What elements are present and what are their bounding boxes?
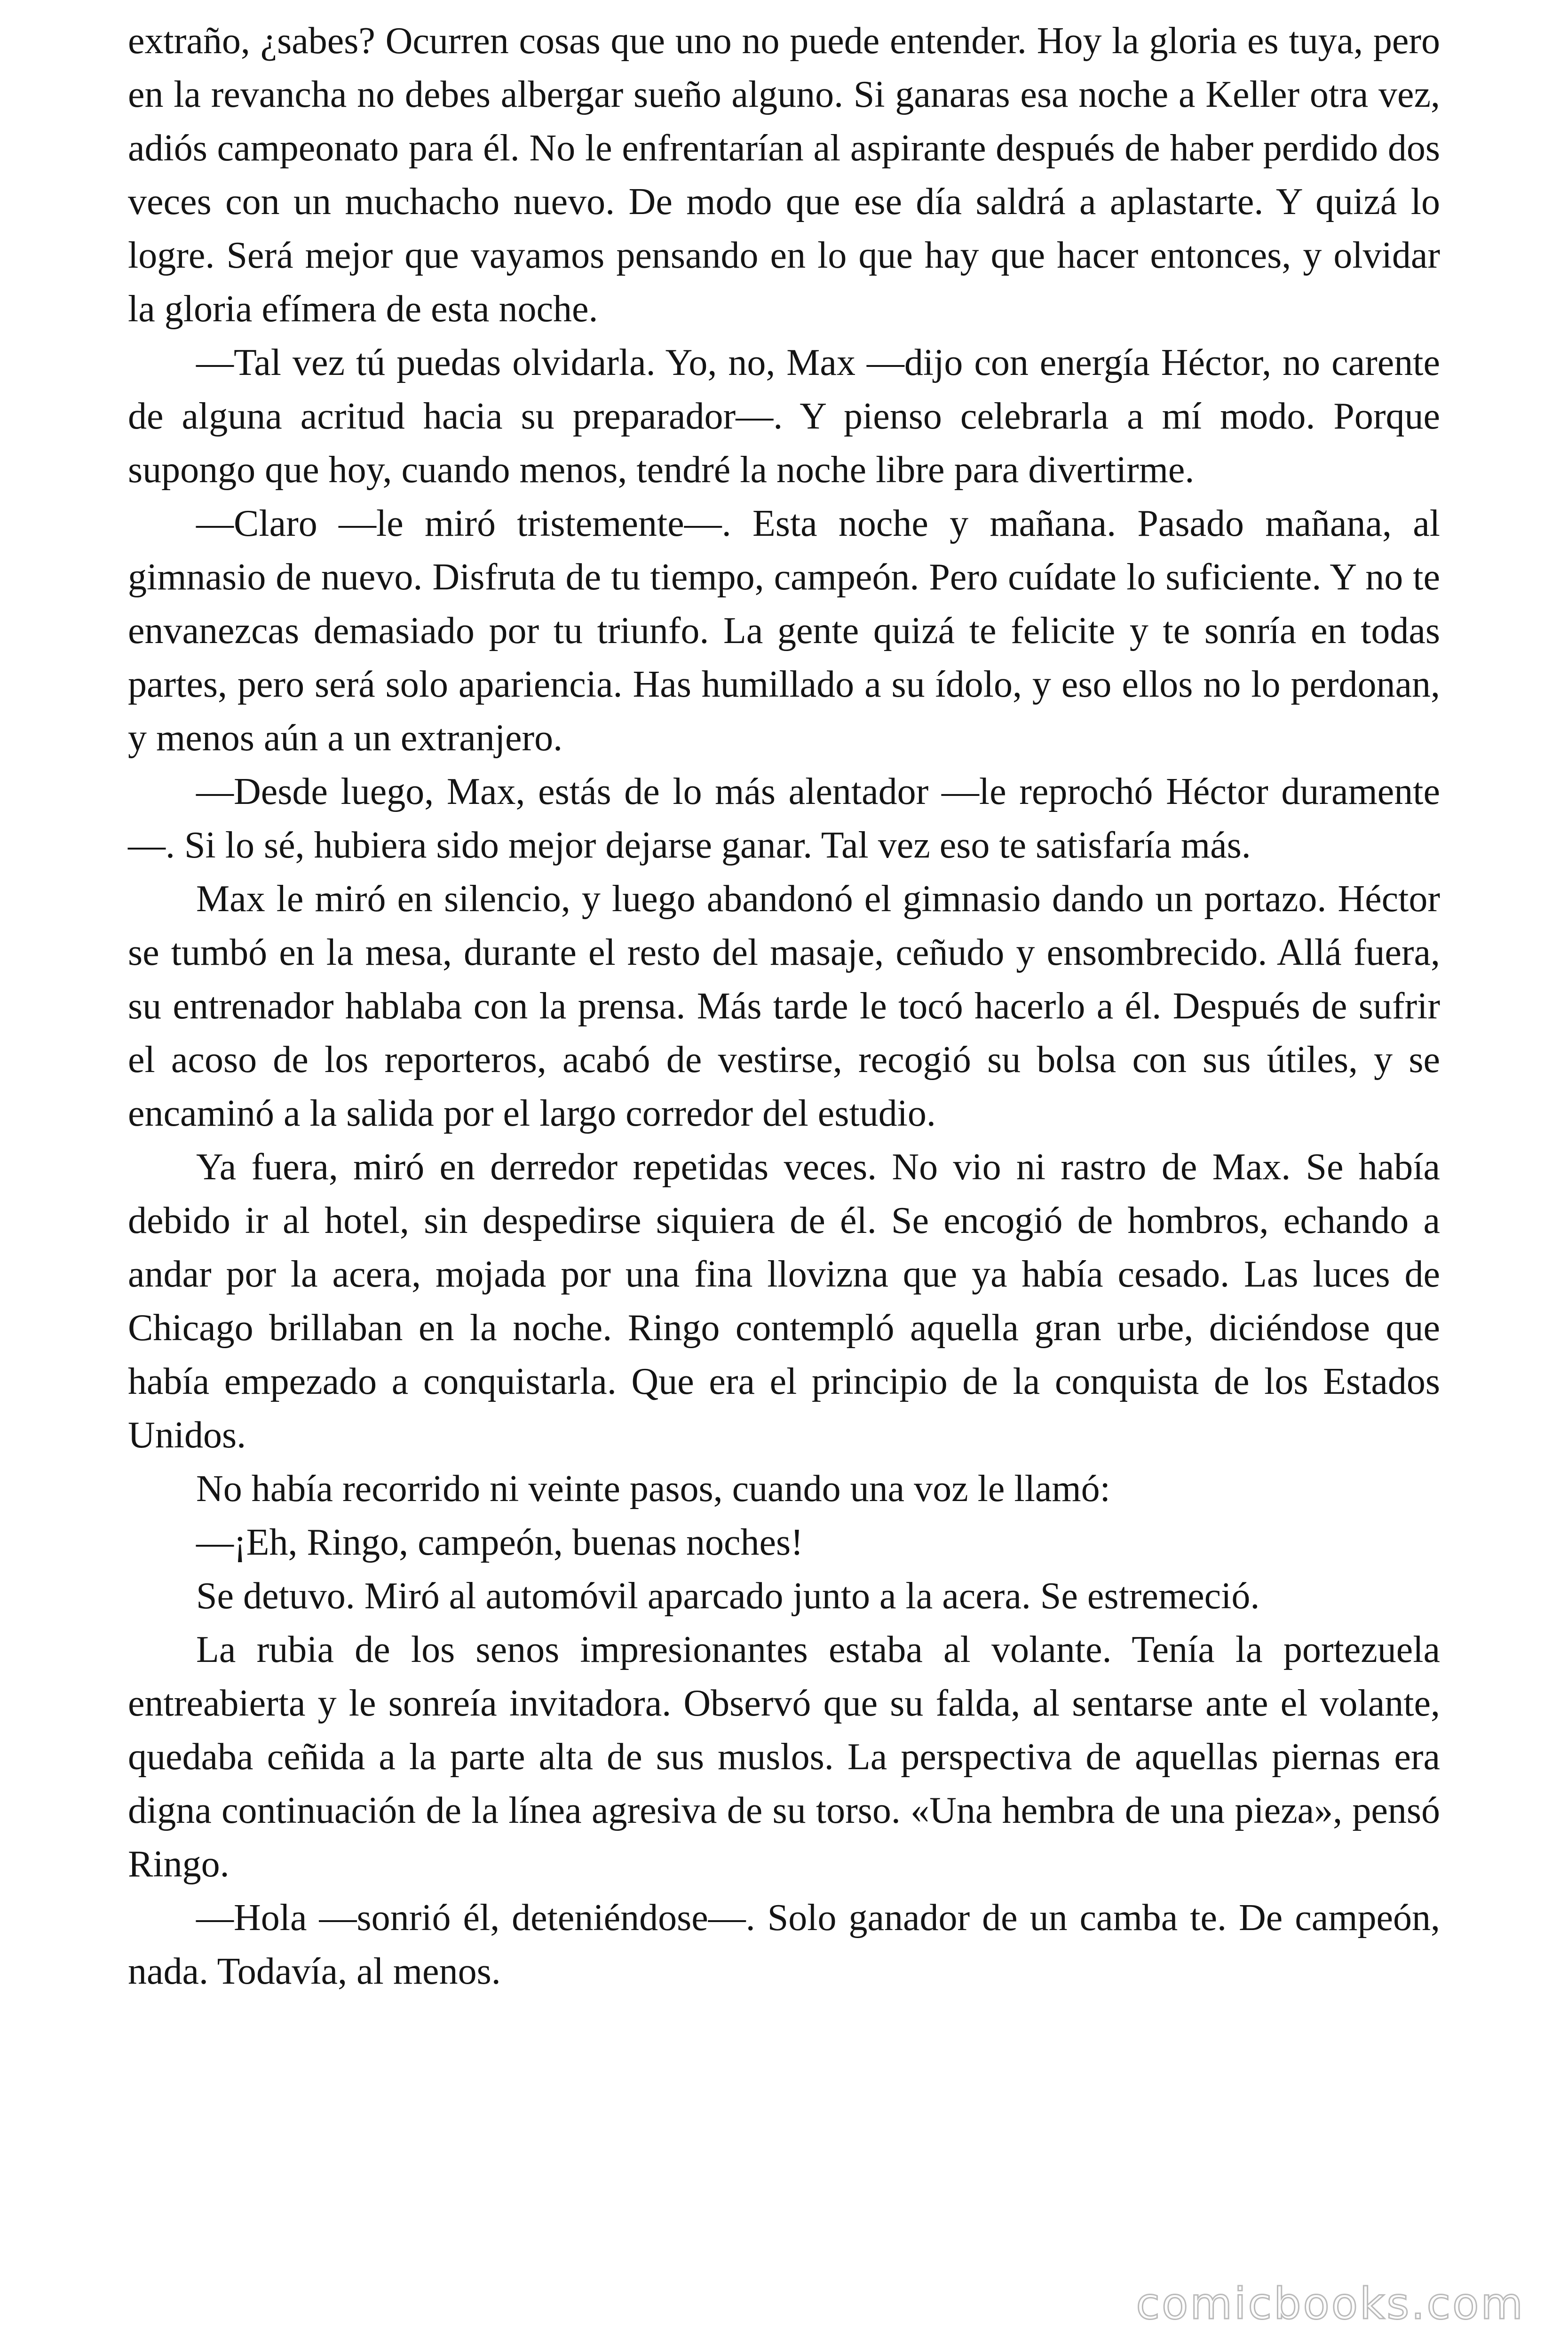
paragraph: La rubia de los senos impresionantes estaba al volante. Tenía la portezuela entreabierta y le sonreía invitadora. Observó que su falda, al sentarse ante el volante, quedaba ceñida a la parte alta de sus muslos. La perspectiva de aquellas piernas era digna continuación de la línea agresiva de su torso. «Una hembra de una pieza», pensó Ringo. xyxy=(128,1629,1440,1885)
watermark: comicbooks.com xyxy=(1136,2279,1525,2329)
paragraph: No había recorrido ni veinte pasos, cuando una voz le llamó: xyxy=(196,1468,1110,1510)
paragraph: —Desde luego, Max, estás de lo más alentador —le reprochó Héctor duramente—. Si lo sé, hubiera sido mejor dejarse ganar. Tal vez eso te satisfaría más. xyxy=(128,771,1440,866)
paragraph: —Claro —le miró tristemente—. Esta noche y mañana. Pasado mañana, al gimnasio de nuevo. Disfruta de tu tiempo, campeón. Pero cuídate lo suficiente. Y no te envanezcas demasiado por tu triunfo. La gente quizá te felicite y te sonría en todas partes, pero será solo apariencia. Has humillado a su ídolo, y eso ellos no lo perdonan, y menos aún a un extranjero. xyxy=(128,503,1440,759)
paragraph: Max le miró en silencio, y luego abandonó el gimnasio dando un portazo. Héctor se tumbó en la mesa, durante el resto del masaje, ceñudo y ensombrecido. Allá fuera, su entrenador hablaba con la prensa. Más tarde le tocó hacerlo a él. Después de sufrir el acoso de los reporteros, acabó de vestirse, recogió su bolsa con sus útiles, y se encaminó a la salida por el largo corredor del estudio. xyxy=(128,878,1440,1134)
paragraph: Se detuvo. Miró al automóvil aparcado junto a la acera. Se estremeció. xyxy=(196,1575,1260,1617)
paragraph: —¡Eh, Ringo, campeón, buenas noches! xyxy=(196,1522,803,1563)
paragraph: —Tal vez tú puedas olvidarla. Yo, no, Max —dijo con energía Héctor, no carente de alguna acritud hacia su preparador—. Y pienso celebrarla a mí modo. Porque supongo que hoy, cuando menos, tendré la noche libre para divertirme. xyxy=(128,342,1440,491)
paragraph: —Hola —sonrió él, deteniéndose—. Solo ganador de un camba te. De campeón, nada. Todavía, al menos. xyxy=(128,1897,1440,1992)
paragraph: Ya fuera, miró en derredor repetidas veces. No vio ni rastro de Max. Se había debido ir al hotel, sin despedirse siquiera de él. Se encogió de hombros, echando a andar por la acera, mojada por una fina llovizna que ya había cesado. Las luces de Chicago brillaban en la noche. Ringo contempló aquella gran urbe, diciéndose que había empezado a conquistarla. Que era el principio de la conquista de los Estados Unidos. xyxy=(128,1146,1440,1456)
body-text xyxy=(128,14,1440,1998)
paragraph: extraño, ¿sabes? Ocurren cosas que uno no puede entender. Hoy la gloria es tuya, pero en la revancha no debes albergar sueño alguno. Si ganaras esa noche a Keller otra vez, adiós campeonato para él. No le enfrentarían al aspirante después de haber perdido dos veces con un muchacho nuevo. De modo que ese día saldrá a aplastarte. Y quizá lo logre. Será mejor que vayamos pensando en lo que hay que hacer entonces, y olvidar la gloria efímera de esta noche. xyxy=(128,20,1440,330)
